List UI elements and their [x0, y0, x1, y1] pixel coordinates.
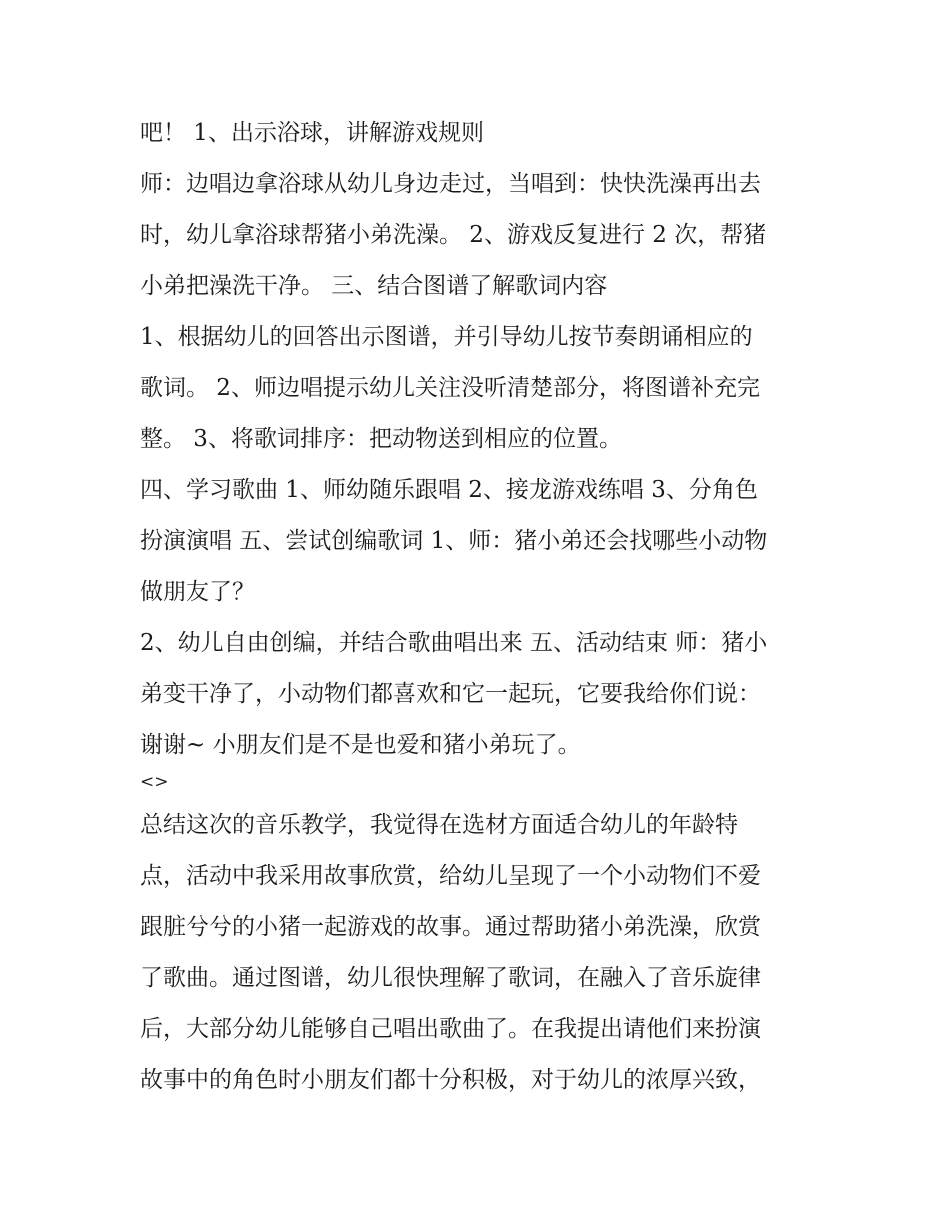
text-line: 后，大部分幼儿能够自己唱出歌曲了。在我提出请他们来扮演: [140, 1016, 761, 1042]
text-line: 扮演演唱 五、尝试创编歌词 1、师：猪小弟还会找哪些小动物: [140, 528, 768, 554]
text-line: 整。 3、将歌词排序：把动物送到相应的位置。: [140, 426, 622, 452]
text-line: 小弟把澡洗干净。 三、结合图谱了解歌词内容: [140, 273, 608, 299]
text-line: 歌词。 2、师边唱提示幼儿关注没听清楚部分，将图谱补充完: [140, 375, 760, 401]
document-body: [140, 108, 830, 1106]
text-line: 吧！ 1、出示浴球，讲解游戏规则: [140, 120, 484, 146]
text-line: 四、学习歌曲 1、师幼随乐跟唱 2、接龙游戏练唱 3、分角色: [140, 477, 758, 503]
text-line: 2、幼儿自由创编，并结合歌曲唱出来 五、活动结束 师：猪小: [140, 630, 768, 656]
text-line: 做朋友了？: [140, 579, 255, 605]
text-line: 1、根据幼儿的回答出示图谱，并引导幼儿按节奏朗诵相应的: [140, 324, 753, 350]
text-line: 师：边唱边拿浴球从幼儿身边走过，当唱到：快快洗澡再出去: [140, 171, 761, 197]
placeholder-marker: <>: [140, 772, 169, 792]
text-line: 跟脏兮兮的小猪一起游戏的故事。通过帮助猪小弟洗澡，欣赏: [140, 914, 761, 940]
text-line: 总结这次的音乐教学，我觉得在选材方面适合幼儿的年龄特: [140, 812, 738, 838]
text-line: 弟变干净了，小动物们都喜欢和它一起玩，它要我给你们说：: [140, 681, 761, 707]
text-line: 时，幼儿拿浴球帮猪小弟洗澡。 2、游戏反复进行 2 次，帮猪: [140, 222, 767, 248]
text-line: 故事中的角色时小朋友们都十分积极，对于幼儿的浓厚兴致，: [140, 1067, 761, 1093]
text-line: 了歌曲。通过图谱，幼儿很快理解了歌词，在融入了音乐旋律: [140, 965, 761, 991]
text-line: 点，活动中我采用故事欣赏，给幼儿呈现了一个小动物们不爱: [140, 863, 761, 889]
text-line: 谢谢~ 小朋友们是不是也爱和猪小弟玩了。: [140, 732, 581, 758]
